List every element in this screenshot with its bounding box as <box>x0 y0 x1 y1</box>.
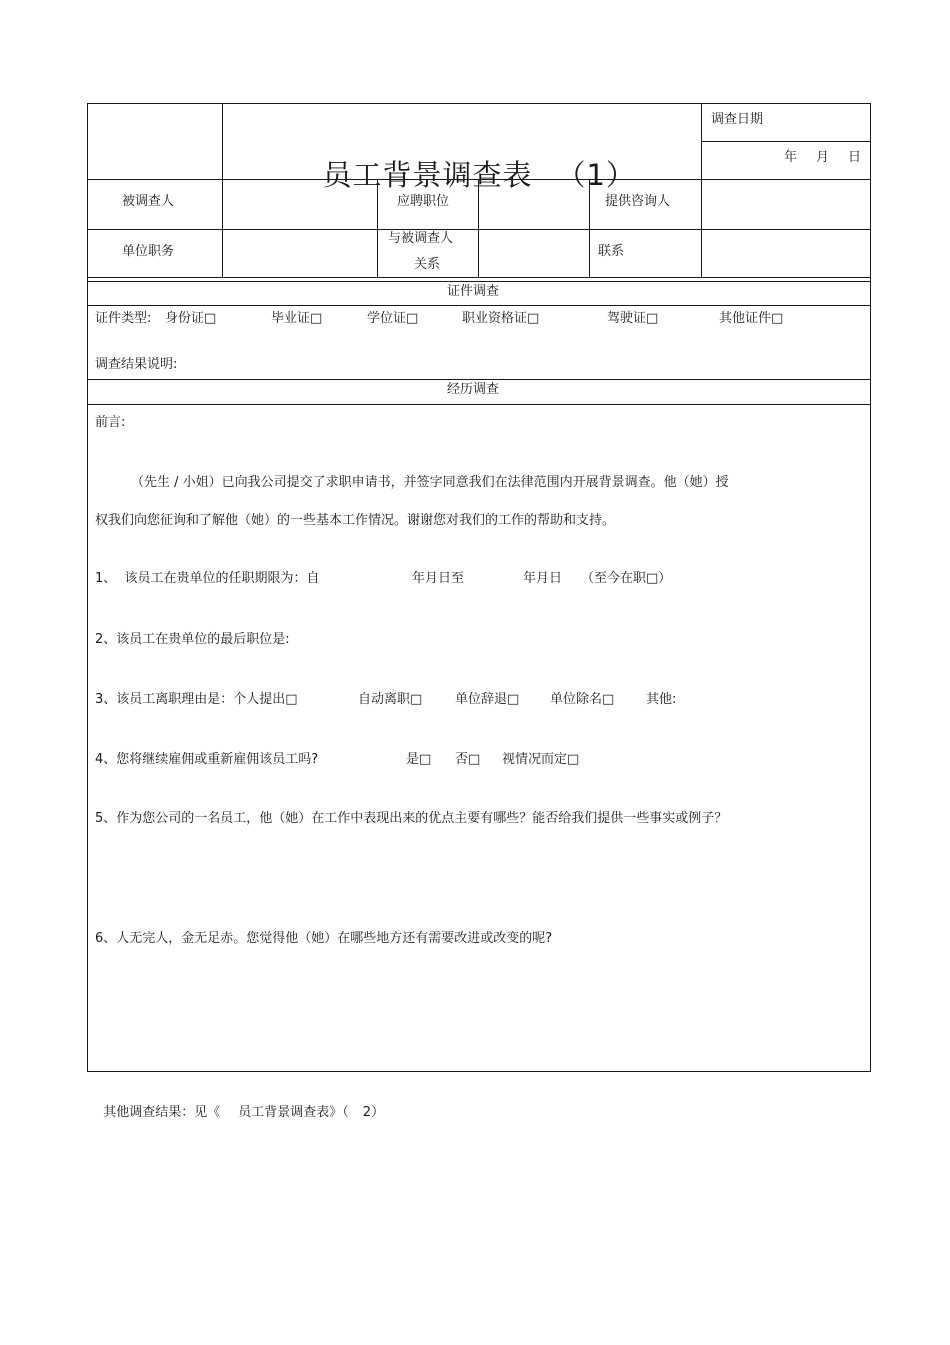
cert-option-diploma: 毕业证□ <box>271 311 323 326</box>
question-2: 2、该员工在贵单位的最后职位是: <box>95 632 290 647</box>
cert-option-other: 其他证件□ <box>719 311 784 326</box>
question-3-expelled: 单位除名□ <box>550 692 615 707</box>
cert-type-label: 证件类型: <box>95 311 152 326</box>
question-1-start: 1、 该员工在贵单位的任职期限为：自 <box>95 571 320 586</box>
other-results-note <box>95 1093 384 1119</box>
question-4-no: 否□ <box>455 752 481 767</box>
col-divider-1 <box>222 103 223 278</box>
question-5: 5、作为您公司的一名员工，他（她）在工作中表现出来的优点主要有哪些？能否给我们提供一些事实或例子？ <box>95 811 728 826</box>
row-divider-6 <box>87 404 871 405</box>
other-results-part-3: 2） <box>362 1105 385 1120</box>
border-right <box>870 103 871 1072</box>
title-text: 员工背景调查表 <box>322 158 533 192</box>
col-divider-2 <box>701 103 702 278</box>
other-results-part-1: 其他调查结果：见《 <box>103 1105 221 1120</box>
question-1-current: （至今在职□） <box>581 571 672 586</box>
question-3-auto: 自动离职□ <box>358 692 423 707</box>
border-bottom <box>87 1071 871 1072</box>
cert-section-title: 证件调查 <box>447 284 500 299</box>
row-divider-3b <box>87 281 871 282</box>
unit-job-label: 单位职务 <box>122 244 175 259</box>
question-1-date-from: 年月日至 <box>412 571 465 586</box>
cert-option-degree: 学位证□ <box>367 311 419 326</box>
preface-label: 前言: <box>95 415 126 430</box>
question-3-start: 3、该员工离职理由是：个人提出□ <box>95 692 298 707</box>
referee-label: 提供咨询人 <box>605 194 671 209</box>
col-divider-4 <box>478 179 479 278</box>
date-month-label: 月 <box>816 150 830 165</box>
cert-option-qualification: 职业资格证□ <box>462 311 540 326</box>
border-left <box>87 103 88 1072</box>
question-4: 4、您将继续雇佣或重新雇佣该员工吗? <box>95 752 319 767</box>
border-top <box>87 103 871 104</box>
question-3-other: 其他: <box>646 692 677 707</box>
date-year-label: 年 <box>784 150 798 165</box>
cert-result-label: 调查结果说明: <box>95 357 178 372</box>
position-applied-label: 应聘职位 <box>397 194 450 209</box>
cert-option-license: 驾驶证□ <box>607 311 659 326</box>
cert-option-id: 身份证□ <box>165 311 217 326</box>
row-divider-2 <box>87 229 871 230</box>
page-title <box>302 132 636 190</box>
row-divider-5 <box>87 379 871 380</box>
question-3-dismissed: 单位辞退□ <box>455 692 520 707</box>
question-4-yes: 是□ <box>406 752 432 767</box>
row-divider-4 <box>87 305 871 306</box>
other-results-part-2: 员工背景调查表》（ <box>238 1105 349 1120</box>
col-divider-3 <box>377 179 378 278</box>
relation-label-line2: 关系 <box>414 257 441 272</box>
title-number: （1） <box>556 158 636 192</box>
row-divider-3 <box>87 277 871 278</box>
contact-label: 联系 <box>598 244 625 259</box>
col-divider-5 <box>589 179 590 278</box>
question-6: 6、人无完人，金无足赤。您觉得他（她）在哪些地方还有需要改进或改变的呢? <box>95 931 553 946</box>
intro-line-2: 权我们向您征询和了解他（她）的一些基本工作情况。谢谢您对我们的工作的帮助和支持。 <box>95 513 616 528</box>
respondent-label: 被调查人 <box>122 194 175 209</box>
date-divider <box>701 141 871 142</box>
survey-date-label: 调查日期 <box>711 112 764 127</box>
intro-line-1: （先生 / 小姐）已向我公司提交了求职申请书，并签字同意我们在法律范围内开展背景调查。他（她）授 <box>131 475 729 490</box>
question-1-date-to: 年月日 <box>523 571 563 586</box>
date-day-label: 日 <box>848 150 862 165</box>
question-4-depends: 视情况而定□ <box>502 752 580 767</box>
relation-label-line1: 与被调查人 <box>388 231 454 246</box>
exp-section-title: 经历调查 <box>447 382 500 397</box>
